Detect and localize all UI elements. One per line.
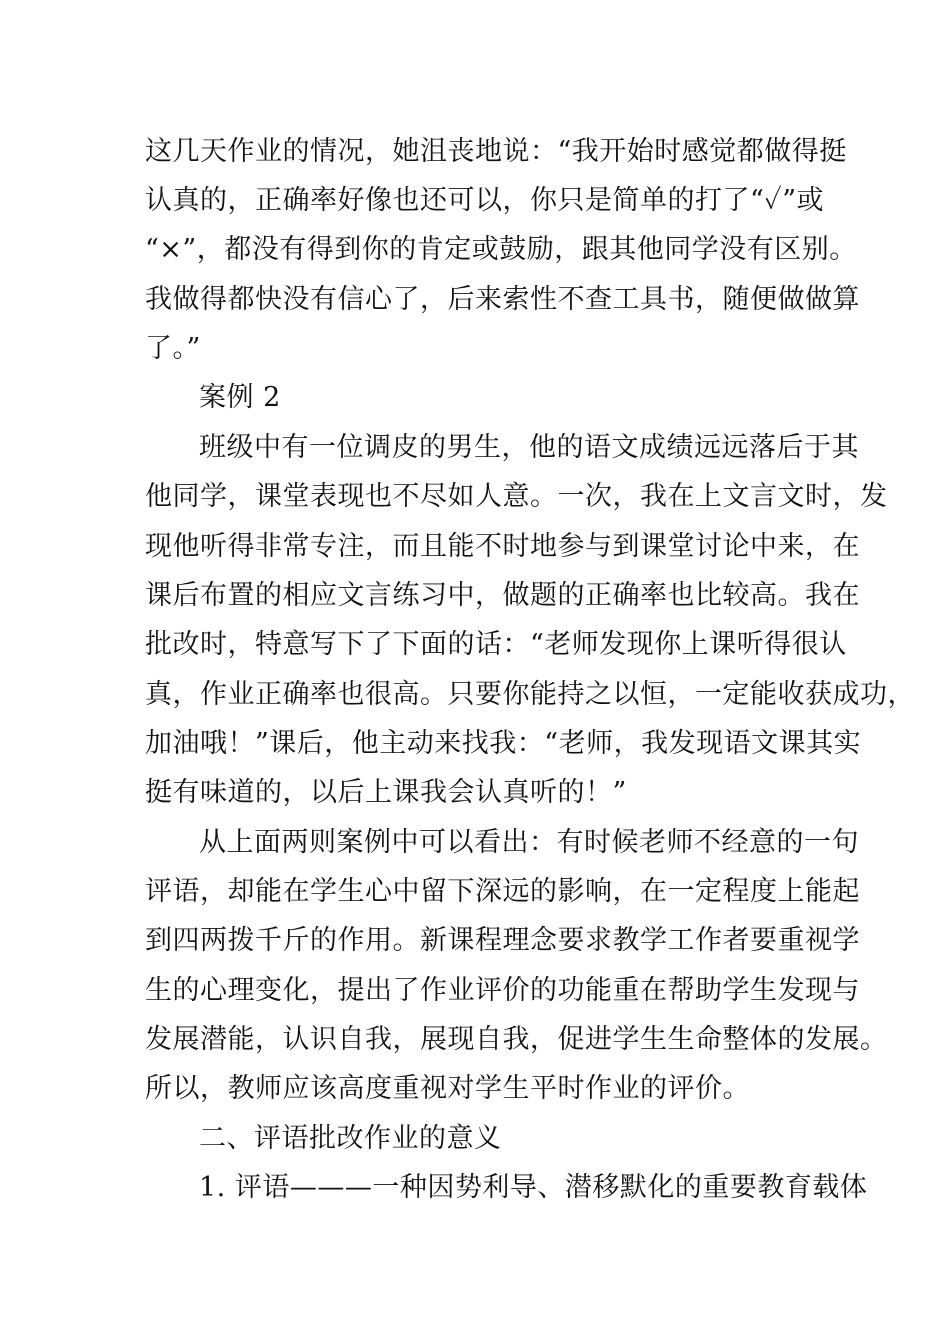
- text-line: 评语，却能在学生心中留下深远的影响，在一定程度上能起: [145, 876, 860, 907]
- case-heading: 案例 2: [199, 382, 281, 413]
- text-line: 他同学，课堂表现也不尽如人意。一次，我在上文言文时，发: [145, 481, 888, 512]
- text-line: 现他听得非常专注，而且能不时地参与到课堂讨论中来，在: [145, 531, 860, 562]
- text-line: 了。”: [145, 333, 201, 364]
- paragraph-first-line: 班级中有一位调皮的男生，他的语文成绩远远落后于其: [199, 432, 859, 463]
- text-line: 真，作业正确率也很高。只要你能持之以恒，一定能收获成功，: [145, 679, 915, 710]
- text-line: 生的心理变化，提出了作业评价的功能重在帮助学生发现与: [145, 975, 860, 1006]
- paragraph-first-line: 从上面两则案例中可以看出：有时候老师不经意的一句: [199, 827, 859, 858]
- text-line: 认真的，正确率好像也还可以，你只是简单的打了“✓”或: [145, 185, 825, 216]
- text-line: 所以，教师应该高度重视对学生平时作业的评价。: [145, 1073, 750, 1104]
- text-line: 这几天作业的情况，她沮丧地说：“我开始时感觉都做得挺: [145, 136, 847, 167]
- text-line: 发展潜能，认识自我，展现自我，促进学生生命整体的发展。: [145, 1024, 888, 1055]
- text-line: 加油哦！”课后，他主动来找我：“老师，我发现语文课其实: [145, 728, 862, 759]
- section-heading: 二、评语批改作业的意义: [199, 1123, 502, 1154]
- text-line: 我做得都快没有信心了，后来索性不查工具书，随便做做算: [145, 284, 860, 315]
- text-line: 课后布置的相应文言练习中，做题的正确率也比较高。我在: [145, 580, 860, 611]
- text-line: 批改时，特意写下了下面的话：“老师发现你上课听得很认: [145, 629, 847, 660]
- text-line: 挺有味道的，以后上课我会认真听的！”: [145, 777, 627, 808]
- subsection-heading: 1. 评语———一种因势利导、潜移默化的重要教育载体: [199, 1172, 868, 1203]
- text-line: “×”，都没有得到你的肯定或鼓励，跟其他同学没有区别。: [145, 234, 857, 265]
- text-line: 到四两拨千斤的作用。新课程理念要求教学工作者要重视学: [145, 925, 860, 956]
